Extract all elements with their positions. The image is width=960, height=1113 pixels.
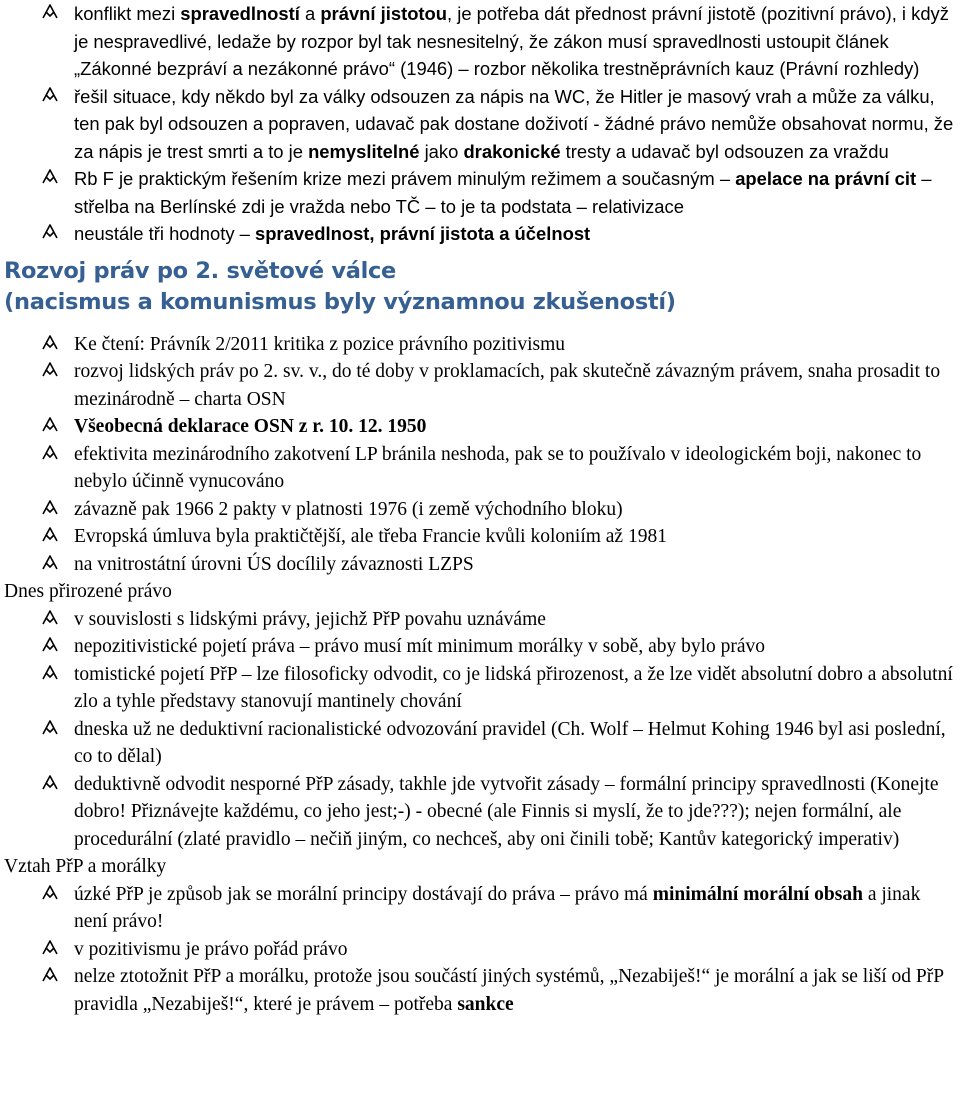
list-item (0, 165, 960, 220)
mountain-triangle-bullet-icon (40, 717, 60, 737)
list-item (0, 606, 960, 634)
section-radbruch (0, 0, 960, 248)
text-run: tomistické pojetí PřP – lze filosoficky odvodit, co je lidská přirozenost, a že lze vidět absolutní dobro a absolutní zlo a tyhle představy stanovují mantinely chování (74, 663, 953, 712)
text-run: Rb F je praktickým řešením krize mezi právem minulým režimem a současným – (74, 168, 736, 189)
label-vztah-prp-a-moralky: Vztah PřP a morálky (4, 856, 167, 877)
text-run: nepozitivistické pojetí práva – právo musí mít minimum morálky v sobě, aby bylo právo (74, 636, 766, 657)
mountain-triangle-bullet-icon (40, 442, 60, 462)
text-run: tresty a udavač byl odsouzen za vraždu (560, 140, 889, 162)
bold-text-run: sankce (457, 993, 514, 1015)
list-item (0, 771, 960, 854)
list-item (0, 716, 960, 771)
text-run: Ke čtení: Právník 2/2011 kritika z pozice právního pozitivismu (74, 333, 565, 355)
text-run: závazně pak 1966 2 pakty v platnosti 1976 (i země východního bloku) (74, 498, 623, 520)
mountain-triangle-bullet-icon (40, 607, 60, 627)
list-item (0, 83, 960, 166)
list-item (0, 358, 960, 413)
mountain-triangle-bullet-icon (40, 524, 60, 544)
text-run: úzké PřP je způsob jak se morální principy dostávají do práva – právo má (74, 883, 653, 905)
list-item (0, 331, 960, 359)
text-run: deduktivně odvodit nesporné PřP zásady, takhle jde vytvořit zásady – formální principy spravedlnosti (Konejte dobro! Přiznávejte každému, co jeho jest;-) - obecné (ale Finnis si myslí, že to jde???); nejen formální, ale procedurální (zlaté pravidlo – nečiň jiným, co nechceš, aby oni činili tobě; Kantův kategorický imperativ) (74, 773, 939, 850)
bold-text-run: apelace na právní cit (735, 168, 917, 189)
text-run: neustále tři hodnoty – (74, 223, 255, 244)
text-run: – střelba na Berlínské zdi je vražda nebo TČ – to je ta podstata – relativizace (74, 168, 932, 217)
bold-text-run: Všeobecná deklarace OSN z r. 10. 12. 1950 (74, 416, 427, 437)
bold-text-run: nemyslitelné (308, 140, 420, 162)
text-run: v pozitivismu je právo pořád právo (74, 938, 348, 960)
text-run: efektivita mezinárodního zakotvení LP bránila neshoda, pak se to používalo v ideologickém boji, nakonec to nebylo účinně vynucováno (74, 443, 922, 492)
text-run: dneska už ne deduktivní racionalistické odvozování pravidel (Ch. Wolf – Helmut Kohing 1946 byl asi poslední, co to dělal) (74, 718, 946, 767)
bold-text-run: spravedlností (180, 3, 300, 24)
mountain-triangle-bullet-icon (40, 84, 60, 104)
mountain-triangle-bullet-icon (40, 662, 60, 682)
text-run: na vnitrostátní úrovni ÚS docílily závaznosti LZPS (74, 553, 474, 575)
list-item (0, 936, 960, 964)
section-natural-law (0, 606, 960, 854)
bold-text-run: právní jistotou (320, 3, 448, 24)
list-item (0, 523, 960, 551)
text-run: konflikt mezi (74, 3, 181, 24)
mountain-triangle-bullet-icon (40, 414, 60, 434)
mountain-triangle-bullet-icon (40, 1, 60, 21)
list-item (0, 633, 960, 661)
bold-text-run: minimální morální obsah (652, 883, 863, 905)
mountain-triangle-bullet-icon (40, 772, 60, 792)
text-run: nelze ztotožnit PřP a morálku, protože jsou součástí jiných systémů, „Nezabiješ!“ je morální a jak se liší od PřP pravidla „Nezabiješ!“, které je právem – potřeba (74, 966, 944, 1015)
mountain-triangle-bullet-icon (40, 166, 60, 186)
mountain-triangle-bullet-icon (40, 882, 60, 902)
list-item (0, 551, 960, 579)
mountain-triangle-bullet-icon (40, 937, 60, 957)
text-run: Evropská úmluva byla praktičtější, ale třeba Francie kvůli koloniím až 1981 (74, 526, 667, 547)
list-item (0, 963, 960, 1018)
list-item (0, 220, 960, 248)
section-law-and-morality (0, 881, 960, 1019)
bold-text-run: drakonické (463, 140, 561, 162)
text-run: jako (419, 140, 464, 162)
bold-text-run: spravedlnost, právní jistota a účelnost (254, 223, 591, 244)
list-item (0, 441, 960, 496)
mountain-triangle-bullet-icon (40, 552, 60, 572)
text-run: a jinak není právo! (74, 883, 921, 932)
list-item (0, 413, 960, 441)
mountain-triangle-bullet-icon (40, 221, 60, 241)
label-dnes-prirozene-pravo: Dnes přirozené právo (4, 581, 172, 602)
list-item (0, 496, 960, 524)
mountain-triangle-bullet-icon (40, 964, 60, 984)
mountain-triangle-bullet-icon (40, 497, 60, 517)
section-human-rights (0, 331, 960, 579)
text-run: , je potřeba dát přednost právní jistotě (pozitivní právo), i když je nespravedlivé, ledaže by rozpor byl tak nesnesitelný, že zákon musí spravedlnosti ustoupit článek „Zákonné bezpráví a nezákonné právo“ (1946) – rozbor několika trestněprávních kauz (Právní rozhledy) (74, 3, 949, 79)
text-run: v souvislosti s lidskými právy, jejichž PřP povahu uznáváme (74, 608, 546, 630)
section-heading-line-1: Rozvoj práv po 2. světové válce (4, 257, 397, 284)
text-run: řešil situace, kdy někdo byl za války odsouzen za nápis na WC, že Hitler je masový vrah a může za válku, ten pak byl odsouzen a popraven, udavač pak dostane doživotí - žádné právo nemůže obsahovat normu, že za nápis je trest smrti a to je (74, 85, 954, 162)
list-item (0, 661, 960, 716)
mountain-triangle-bullet-icon (40, 359, 60, 379)
mountain-triangle-bullet-icon (40, 332, 60, 352)
list-item (0, 881, 960, 936)
list-item (0, 0, 960, 83)
text-run: a (299, 3, 321, 24)
section-heading-line-2: (nacismus a komunismus byly významnou zkušeností) (4, 288, 676, 315)
mountain-triangle-bullet-icon (40, 634, 60, 654)
text-run: rozvoj lidských práv po 2. sv. v., do té doby v proklamacích, pak skutečně závazným právem, snaha prosadit to mezinárodně – charta OSN (74, 361, 941, 410)
